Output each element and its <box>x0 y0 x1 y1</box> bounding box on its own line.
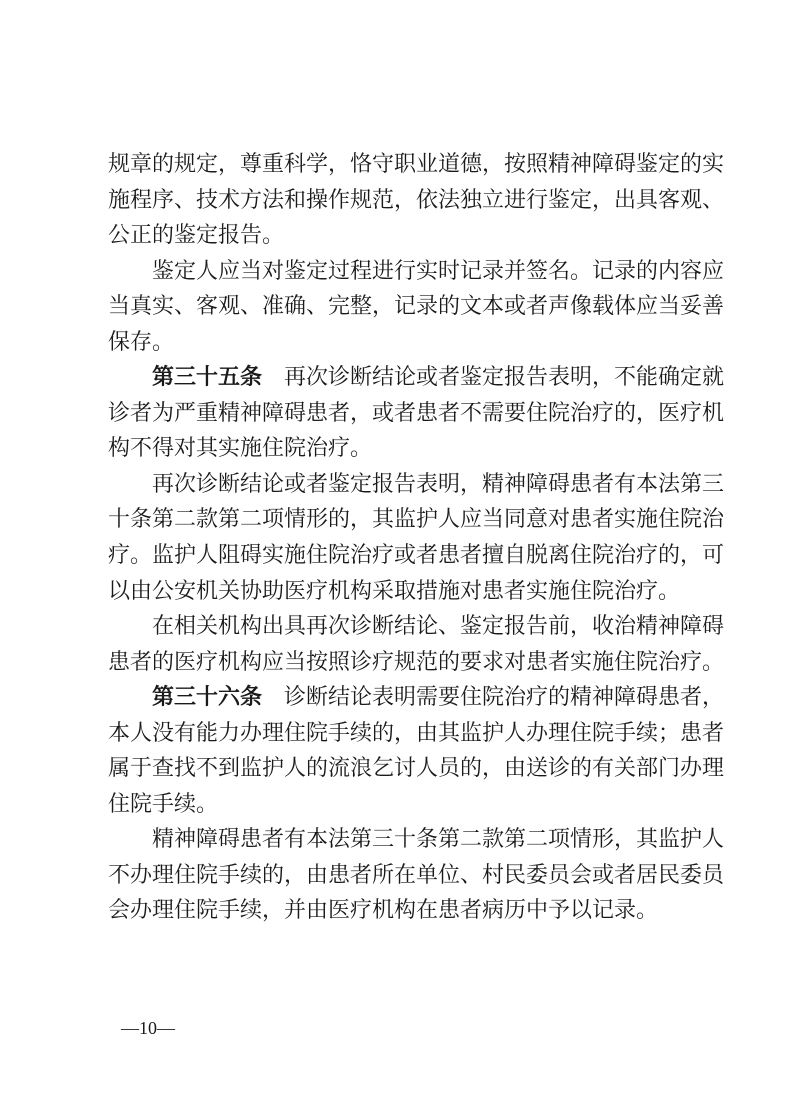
text-line: 患者的医疗机构应当按照诊疗规范的要求对患者实施住院治疗。 <box>108 649 725 675</box>
text-line: 当真实、客观、准确、完整，记录的文本或者声像载体应当妥善 <box>108 294 725 320</box>
text-line: 鉴定人应当对鉴定过程进行实时记录并签名。记录的内容应 <box>152 258 725 284</box>
text-line: 本人没有能力办理住院手续的，由其监护人办理住院手续；患者 <box>108 720 725 746</box>
text-span: 诊断结论表明需要住院治疗的精神障碍患者， <box>284 685 725 711</box>
page-number: —10— <box>121 1018 175 1038</box>
body-text <box>108 147 725 929</box>
text-line: 诊者为严重精神障碍患者，或者患者不需要住院治疗的，医疗机 <box>108 400 725 426</box>
text-line: 公正的鉴定报告。 <box>108 223 285 249</box>
text-line: 再次诊断结论或者鉴定报告表明，精神障碍患者有本法第三 <box>152 471 725 497</box>
text-line: 十条第二款第二项情形的，其监护人应当同意对患者实施住院治 <box>108 507 725 533</box>
text-line: 属于查找不到监护人的流浪乞讨人员的，由送诊的有关部门办理 <box>108 756 725 782</box>
text-line: 在相关机构出具再次诊断结论、鉴定报告前，收治精神障碍 <box>152 614 725 640</box>
text-line: 施程序、技术方法和操作规范，依法独立进行鉴定，出具客观、 <box>108 187 725 213</box>
article-35-first-line <box>108 360 725 396</box>
text-line: 疗。监护人阻碍实施住院治疗或者患者擅自脱离住院治疗的，可 <box>108 543 725 569</box>
text-line: 构不得对其实施住院治疗。 <box>108 436 373 462</box>
text-line: 精神障碍患者有本法第三十条第二款第二项情形，其监护人 <box>152 827 725 853</box>
text-line: 保存。 <box>108 329 175 355</box>
text-line: 规章的规定，尊重科学，恪守职业道德，按照精神障碍鉴定的实 <box>108 152 725 177</box>
text-span: 再次诊断结论或者鉴定报告表明，不能确定就 <box>284 365 725 391</box>
text-line: 不办理住院手续的，由患者所在单位、村民委员会或者居民委员 <box>108 862 725 888</box>
text-line: 以由公安机关协助医疗机构采取措施对患者实施住院治疗。 <box>108 578 681 604</box>
article-heading: 第三十五条 <box>152 364 263 391</box>
text-line: 住院手续。 <box>108 791 219 817</box>
text-line: 会办理住院手续，并由医疗机构在患者病历中予以记录。 <box>108 898 659 924</box>
article-heading: 第三十六条 <box>152 684 263 711</box>
article-36-first-line <box>108 680 725 716</box>
